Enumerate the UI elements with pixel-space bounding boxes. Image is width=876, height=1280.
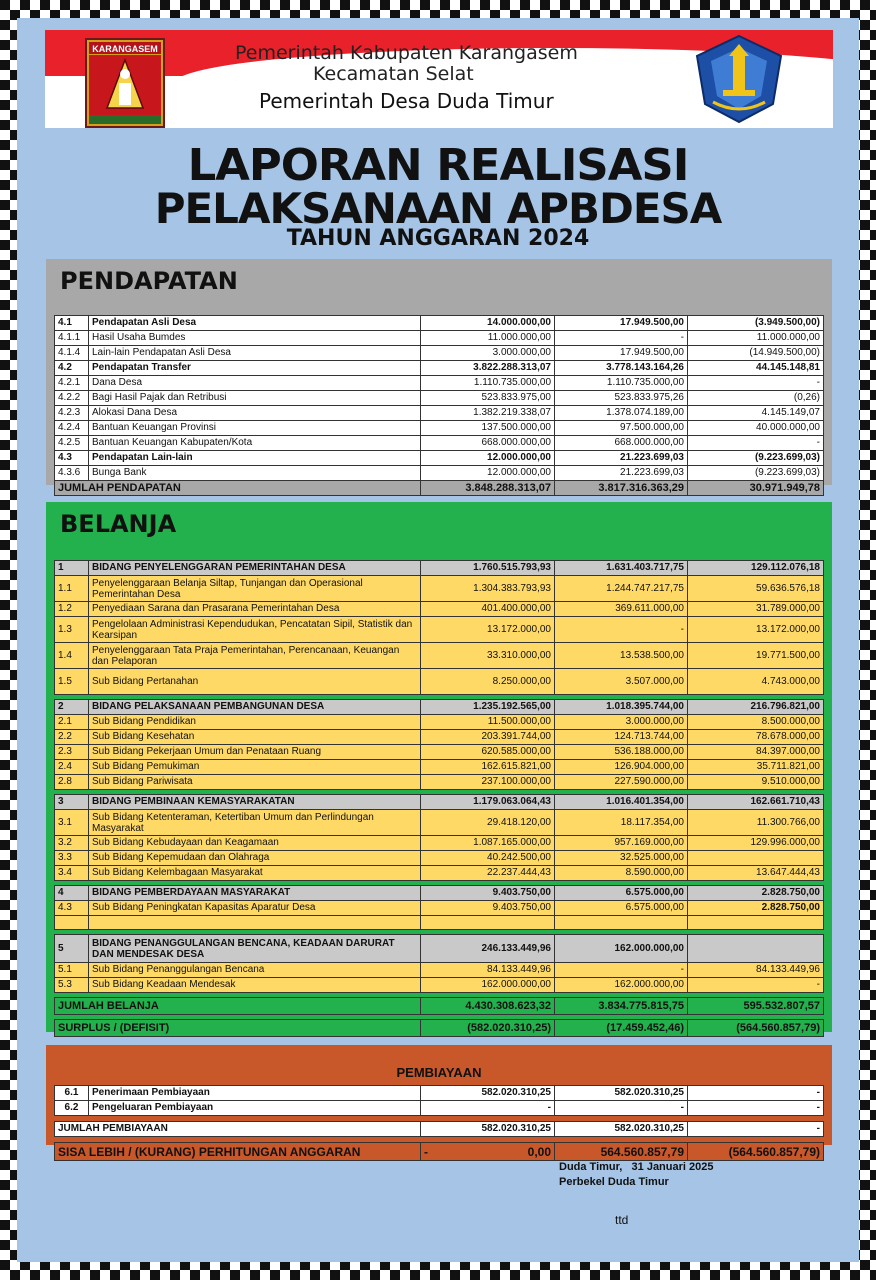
selisih-value: 216.796.821,00 [688, 700, 824, 715]
row-label: BIDANG PEMBINAAN KEMASYARAKATAN [89, 795, 421, 810]
row-label: Sub Bidang Pekerjaan Umum dan Penataan Ruang [89, 745, 421, 760]
selisih-value: - [688, 1122, 824, 1137]
selisih-value: 35.711.821,00 [688, 760, 824, 775]
row-code: 1.1 [55, 576, 89, 602]
row-label: Dana Desa [89, 376, 421, 391]
realisasi-value: 3.817.316.363,29 [555, 481, 688, 496]
row-code: 4.1 [55, 316, 89, 331]
row-code: 4 [55, 886, 89, 901]
anggaran-value: 203.391.744,00 [421, 730, 555, 745]
realisasi-value: 227.590.000,00 [555, 775, 688, 790]
realisasi-value: 21.223.699,03 [555, 451, 688, 466]
row-code: 4.2.3 [55, 406, 89, 421]
row-label: Bantuan Keuangan Kabupaten/Kota [89, 436, 421, 451]
anggaran-value: 3.822.288.313,07 [421, 361, 555, 376]
belanja-table [54, 560, 824, 1037]
anggaran-value: 11.500.000,00 [421, 715, 555, 730]
row-code: 3.1 [55, 810, 89, 836]
row-code: 4.2 [55, 361, 89, 376]
sub-bidang-row [55, 602, 824, 617]
header-line-2: Kecamatan Selat [313, 63, 474, 85]
realisasi-value: 523.833.975,26 [555, 391, 688, 406]
selisih-value: - [688, 1086, 824, 1101]
sub-bidang-row [55, 669, 824, 695]
realisasi-value: 957.169.000,00 [555, 836, 688, 851]
realisasi-value: - [555, 1101, 688, 1116]
realisasi-value: 3.834.775.815,75 [555, 998, 688, 1015]
realisasi-value: 1.018.395.744,00 [555, 700, 688, 715]
header-banner [45, 30, 833, 128]
realisasi-value: 124.713.744,00 [555, 730, 688, 745]
realisasi-value: 6.575.000,00 [555, 901, 688, 916]
row-label: Pengeluaran Pembiayaan [89, 1101, 421, 1116]
selisih-value: - [688, 376, 824, 391]
row-label: BIDANG PENYELENGGARAN PEMERINTAHAN DESA [89, 561, 421, 576]
sisa-row [55, 1143, 824, 1161]
row-code: 2.8 [55, 775, 89, 790]
row-label: Sub Bidang Keadaan Mendesak [89, 978, 421, 993]
row-code: 6.1 [55, 1086, 89, 1101]
anggaran-value: 1.087.165.000,00 [421, 836, 555, 851]
selisih-value: 11.000.000,00 [688, 331, 824, 346]
pendapatan-row [55, 391, 824, 406]
belanja-total-row [55, 998, 824, 1015]
anggaran-value: 8.250.000,00 [421, 669, 555, 695]
row-code: 4.1.4 [55, 346, 89, 361]
row-code: 4.3 [55, 451, 89, 466]
report-panel [17, 18, 859, 1262]
row-code: 5.3 [55, 978, 89, 993]
row-label: Sub Bidang Kelembagaan Masyarakat [89, 866, 421, 881]
row-label: Sub Bidang Kesehatan [89, 730, 421, 745]
bidang-header-row [55, 886, 824, 901]
pendapatan-row [55, 466, 824, 481]
row-code: 2.1 [55, 715, 89, 730]
row-code: 6.2 [55, 1101, 89, 1116]
anggaran-value: 40.242.500,00 [421, 851, 555, 866]
karangasem-logo-icon [85, 38, 165, 128]
anggaran-value: 0,00 [527, 1144, 551, 1159]
pembiayaan-section [46, 1045, 832, 1159]
anggaran-value: 246.133.449,96 [421, 935, 555, 963]
selisih-value: 9.510.000,00 [688, 775, 824, 790]
pendapatan-row [55, 451, 824, 466]
row-label: Alokasi Dana Desa [89, 406, 421, 421]
realisasi-value: 3.507.000,00 [555, 669, 688, 695]
pendapatan-row [55, 361, 824, 376]
header-line-1: Pemerintah Kabupaten Karangasem [235, 42, 578, 64]
row-label [89, 916, 421, 930]
selisih-value: 162.661.710,43 [688, 795, 824, 810]
sub-bidang-row [55, 775, 824, 790]
anggaran-value: 162.615.821,00 [421, 760, 555, 775]
realisasi-value: 1.016.401.354,00 [555, 795, 688, 810]
selisih-value: 78.678.000,00 [688, 730, 824, 745]
selisih-value: - [688, 436, 824, 451]
realisasi-value: 17.949.500,00 [555, 346, 688, 361]
realisasi-value: 17.949.500,00 [555, 316, 688, 331]
sub-bidang-row [55, 760, 824, 775]
anggaran-value: 14.000.000,00 [421, 316, 555, 331]
row-code [55, 916, 89, 930]
sub-bidang-row [55, 576, 824, 602]
row-label: Bantuan Keuangan Provinsi [89, 421, 421, 436]
realisasi-value: 32.525.000,00 [555, 851, 688, 866]
selisih-value: 595.532.807,57 [688, 998, 824, 1015]
row-label: Sub Bidang Kepemudaan dan Olahraga [89, 851, 421, 866]
selisih-value: 129.996.000,00 [688, 836, 824, 851]
row-label: Sub Bidang Ketenteraman, Ketertiban Umum dan Perlindungan Masyarakat [89, 810, 421, 836]
row-label: Sub Bidang Pertanahan [89, 669, 421, 695]
row-label: Bunga Bank [89, 466, 421, 481]
anggaran-value: 237.100.000,00 [421, 775, 555, 790]
signature-place-date: Duda Timur, 31 Januari 2025 [559, 1161, 714, 1173]
row-code: 2.4 [55, 760, 89, 775]
realisasi-value: 3.000.000,00 [555, 715, 688, 730]
selisih-value: 4.145.149,07 [688, 406, 824, 421]
selisih-value: 84.397.000,00 [688, 745, 824, 760]
row-label: Pendapatan Asli Desa [89, 316, 421, 331]
bidang-header-row [55, 561, 824, 576]
realisasi-value: 668.000.000,00 [555, 436, 688, 451]
bidang-header-row [55, 935, 824, 963]
anggaran-value: 9.403.750,00 [421, 901, 555, 916]
realisasi-value: 13.538.500,00 [555, 643, 688, 669]
realisasi-value: 582.020.310,25 [555, 1086, 688, 1101]
signature-ttd: ttd [615, 1213, 629, 1227]
selisih-value: 31.789.000,00 [688, 602, 824, 617]
realisasi-value: 369.611.000,00 [555, 602, 688, 617]
row-label: BIDANG PELAKSANAAN PEMBANGUNAN DESA [89, 700, 421, 715]
row-label: BIDANG PEMBERDAYAAN MASYARAKAT [89, 886, 421, 901]
pendapatan-section [46, 259, 832, 494]
row-label: BIDANG PENANGGULANGAN BENCANA, KEADAAN DARURAT DAN MENDESAK DESA [89, 935, 421, 963]
pendapatan-table [54, 315, 824, 496]
row-label: Penyediaan Sarana dan Prasarana Pemerintahan Desa [89, 602, 421, 617]
surplus-label: SURPLUS / (DEFISIT) [55, 1020, 421, 1037]
anggaran-value: 29.418.120,00 [421, 810, 555, 836]
selisih-value: - [688, 1101, 824, 1116]
anggaran-value: 3.848.288.313,07 [421, 481, 555, 496]
row-code: 1 [55, 561, 89, 576]
pendapatan-row [55, 331, 824, 346]
belanja-heading: BELANJA [60, 510, 177, 538]
realisasi-value: 18.117.354,00 [555, 810, 688, 836]
row-code: 4.1.1 [55, 331, 89, 346]
row-code: 1.3 [55, 617, 89, 643]
sub-bidang-row [55, 643, 824, 669]
selisih-value: 11.300.766,00 [688, 810, 824, 836]
row-code: 4.3.6 [55, 466, 89, 481]
sub-bidang-row [55, 617, 824, 643]
anggaran-value: (582.020.310,25) [421, 1020, 555, 1037]
row-code: 3.3 [55, 851, 89, 866]
row-code: 2.3 [55, 745, 89, 760]
selisih-value: 19.771.500,00 [688, 643, 824, 669]
realisasi-value [555, 916, 688, 930]
sub-bidang-row [55, 745, 824, 760]
selisih-value: (9.223.699,03) [688, 451, 824, 466]
realisasi-value: 1.378.074.189,00 [555, 406, 688, 421]
realisasi-value: 162.000.000,00 [555, 935, 688, 963]
row-code: 5.1 [55, 963, 89, 978]
sub-bidang-row [55, 851, 824, 866]
selisih-value: 13.647.444,43 [688, 866, 824, 881]
sub-bidang-row [55, 715, 824, 730]
selisih-value: 2.828.750,00 [688, 901, 824, 916]
pendapatan-row [55, 376, 824, 391]
sub-bidang-row [55, 810, 824, 836]
row-label: Sub Bidang Pariwisata [89, 775, 421, 790]
svg-text:KARANGASEM: KARANGASEM [92, 44, 158, 54]
sub-bidang-row [55, 963, 824, 978]
selisih-value: 59.636.576,18 [688, 576, 824, 602]
anggaran-value: 9.403.750,00 [421, 886, 555, 901]
report-title-line-2: PELAKSANAAN APBDESA [154, 184, 722, 233]
anggaran-value: 3.000.000,00 [421, 346, 555, 361]
realisasi-value: 1.244.747.217,75 [555, 576, 688, 602]
row-code: 3.4 [55, 866, 89, 881]
realisasi-value: 97.500.000,00 [555, 421, 688, 436]
row-code: 4.2.4 [55, 421, 89, 436]
realisasi-value: 8.590.000,00 [555, 866, 688, 881]
belanja-section [46, 502, 832, 1032]
pembiayaan-row [55, 1086, 824, 1101]
provinsi-bali-logo-icon [693, 34, 785, 124]
row-code: 3.2 [55, 836, 89, 851]
realisasi-value: 1.110.735.000,00 [555, 376, 688, 391]
selisih-value: (564.560.857,79) [688, 1143, 824, 1161]
pendapatan-row [55, 421, 824, 436]
pembiayaan-row [55, 1101, 824, 1116]
row-code: 5 [55, 935, 89, 963]
row-label: Sub Bidang Penanggulangan Bencana [89, 963, 421, 978]
anggaran-value: 12.000.000,00 [421, 466, 555, 481]
row-label: Penerimaan Pembiayaan [89, 1086, 421, 1101]
pendapatan-row [55, 346, 824, 361]
row-code: 1.2 [55, 602, 89, 617]
anggaran-value: 22.237.444,43 [421, 866, 555, 881]
row-label: Penyelenggaraan Tata Praja Pemerintahan, Perencanaan, Keuangan dan Pelaporan [89, 643, 421, 669]
selisih-value: - [688, 978, 824, 993]
selisih-value: (14.949.500,00) [688, 346, 824, 361]
row-code: 1.5 [55, 669, 89, 695]
selisih-value: 129.112.076,18 [688, 561, 824, 576]
realisasi-value: 6.575.000,00 [555, 886, 688, 901]
realisasi-value: - [555, 963, 688, 978]
row-label: Sub Bidang Pemukiman [89, 760, 421, 775]
realisasi-value: 3.778.143.164,26 [555, 361, 688, 376]
anggaran-value [421, 916, 555, 930]
sub-bidang-row [55, 978, 824, 993]
sisa-label: SISA LEBIH / (KURANG) PERHITUNGAN ANGGARAN [55, 1143, 421, 1161]
anggaran-value: 1.382.219.338,07 [421, 406, 555, 421]
selisih-value: (9.223.699,03) [688, 466, 824, 481]
row-code: 4.2.5 [55, 436, 89, 451]
anggaran-value: 1.110.735.000,00 [421, 376, 555, 391]
anggaran-value: 1.304.383.793,93 [421, 576, 555, 602]
row-label: Hasil Usaha Bumdes [89, 331, 421, 346]
row-label: Bagi Hasil Pajak dan Retribusi [89, 391, 421, 406]
anggaran-value: 33.310.000,00 [421, 643, 555, 669]
selisih-value [688, 935, 824, 963]
sub-bidang-row [55, 916, 824, 930]
report-title-line-3: TAHUN ANGGARAN 2024 [286, 226, 590, 251]
pendapatan-row [55, 316, 824, 331]
anggaran-value: 162.000.000,00 [421, 978, 555, 993]
row-label: Pendapatan Transfer [89, 361, 421, 376]
total-label: JUMLAH BELANJA [55, 998, 421, 1015]
pendapatan-heading: PENDAPATAN [60, 267, 238, 295]
realisasi-value: 126.904.000,00 [555, 760, 688, 775]
bidang-header-row [55, 700, 824, 715]
selisih-value: 30.971.949,78 [688, 481, 824, 496]
anggaran-value: 523.833.975,00 [421, 391, 555, 406]
row-label: Sub Bidang Peningkatan Kapasitas Aparatur Desa [89, 901, 421, 916]
row-code: 4.2.2 [55, 391, 89, 406]
row-code: 4.3 [55, 901, 89, 916]
row-label: Penyelenggaraan Belanja Siltap, Tunjangan dan Operasional Pemerintahan Desa [89, 576, 421, 602]
selisih-value: (564.560.857,79) [688, 1020, 824, 1037]
anggaran-value: 11.000.000,00 [421, 331, 555, 346]
selisih-value: 84.133.449,96 [688, 963, 824, 978]
pembiayaan-total-row [55, 1122, 824, 1137]
anggaran-value: 13.172.000,00 [421, 617, 555, 643]
total-label: JUMLAH PENDAPATAN [55, 481, 421, 496]
selisih-value: 44.145.148,81 [688, 361, 824, 376]
sub-bidang-row [55, 730, 824, 745]
selisih-value: 40.000.000,00 [688, 421, 824, 436]
sub-bidang-row [55, 836, 824, 851]
signature-role: Perbekel Duda Timur [559, 1176, 669, 1188]
surplus-row [55, 1020, 824, 1037]
selisih-value: (3.949.500,00) [688, 316, 824, 331]
selisih-value: 2.828.750,00 [688, 886, 824, 901]
row-label: Pengelolaan Administrasi Kependudukan, Pencatatan Sipil, Statistik dan Kearsipan [89, 617, 421, 643]
header-line-3: Pemerintah Desa Duda Timur [259, 89, 554, 113]
realisasi-value: 21.223.699,03 [555, 466, 688, 481]
realisasi-value: 564.560.857,79 [555, 1143, 688, 1161]
realisasi-value: 162.000.000,00 [555, 978, 688, 993]
report-title-line-1: LAPORAN REALISASI [187, 140, 689, 191]
pembiayaan-table [54, 1085, 824, 1161]
anggaran-value: 1.179.063.064,43 [421, 795, 555, 810]
row-label: Pendapatan Lain-lain [89, 451, 421, 466]
anggaran-value: 12.000.000,00 [421, 451, 555, 466]
sub-bidang-row [55, 901, 824, 916]
anggaran-value: 401.400.000,00 [421, 602, 555, 617]
anggaran-value: 668.000.000,00 [421, 436, 555, 451]
pendapatan-row [55, 406, 824, 421]
selisih-value: 8.500.000,00 [688, 715, 824, 730]
pembiayaan-heading: PEMBIAYAAN [396, 1065, 482, 1080]
selisih-value [688, 851, 824, 866]
total-label: JUMLAH PEMBIAYAAN [55, 1122, 421, 1137]
pendapatan-total-row [55, 481, 824, 496]
anggaran-value: 582.020.310,25 [421, 1086, 555, 1101]
sisa-dash: - [424, 1144, 428, 1159]
selisih-value: 13.172.000,00 [688, 617, 824, 643]
realisasi-value: - [555, 617, 688, 643]
realisasi-value: (17.459.452,46) [555, 1020, 688, 1037]
row-code: 4.2.1 [55, 376, 89, 391]
selisih-value [688, 916, 824, 930]
anggaran-value: 620.585.000,00 [421, 745, 555, 760]
pendapatan-row [55, 436, 824, 451]
signature-block [559, 1160, 713, 1190]
anggaran-value: 84.133.449,96 [421, 963, 555, 978]
selisih-value: (0,26) [688, 391, 824, 406]
row-code: 3 [55, 795, 89, 810]
row-label: Sub Bidang Kebudayaan dan Keagamaan [89, 836, 421, 851]
selisih-value: 4.743.000,00 [688, 669, 824, 695]
realisasi-value: - [555, 331, 688, 346]
row-label: Sub Bidang Pendidikan [89, 715, 421, 730]
row-label: Lain-lain Pendapatan Asli Desa [89, 346, 421, 361]
anggaran-value: 1.235.192.565,00 [421, 700, 555, 715]
realisasi-value: 582.020.310,25 [555, 1122, 688, 1137]
anggaran-value: - [421, 1101, 555, 1116]
bidang-header-row [55, 795, 824, 810]
row-code: 1.4 [55, 643, 89, 669]
realisasi-value: 1.631.403.717,75 [555, 561, 688, 576]
row-code: 2 [55, 700, 89, 715]
anggaran-value: 1.760.515.793,93 [421, 561, 555, 576]
sisa-anggaran-cell [421, 1143, 555, 1161]
anggaran-value: 582.020.310,25 [421, 1122, 555, 1137]
realisasi-value: 536.188.000,00 [555, 745, 688, 760]
anggaran-value: 137.500.000,00 [421, 421, 555, 436]
row-code: 2.2 [55, 730, 89, 745]
sub-bidang-row [55, 866, 824, 881]
anggaran-value: 4.430.308.623,32 [421, 998, 555, 1015]
